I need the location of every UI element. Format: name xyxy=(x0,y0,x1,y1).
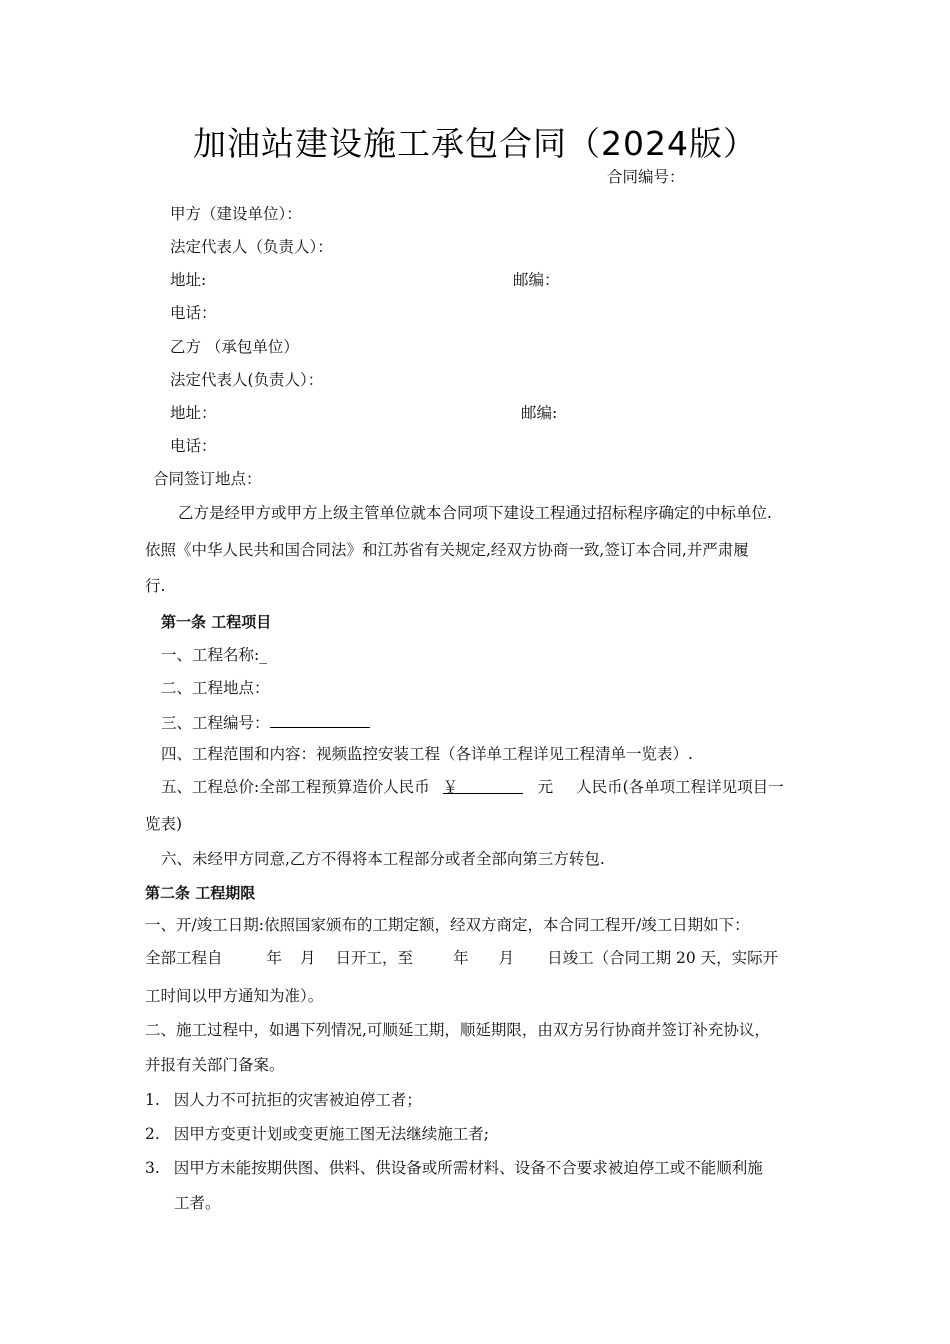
project-price-suffix: 人民币(各单项工程详见项目一 xyxy=(576,778,784,796)
project-price-continuation: 览表) xyxy=(145,815,183,833)
schedule-dates-line xyxy=(145,948,778,968)
end-year-label: 年 xyxy=(453,949,469,967)
party-a-name-label: 甲方（建设单位）： xyxy=(170,205,302,223)
list-item-number: 3. xyxy=(145,1159,160,1177)
list-item xyxy=(145,1158,763,1178)
article-2-heading: 第二条 工程期限 xyxy=(145,884,256,902)
party-a-postcode-label: 邮编： xyxy=(513,271,560,289)
list-item xyxy=(145,1124,489,1144)
intro-line-3: 行. xyxy=(145,577,166,595)
end-day-label: 日竣工（合同工期 20 天，实际开 xyxy=(547,949,779,967)
list-item xyxy=(145,1090,422,1110)
contract-number-label: 合同编号： xyxy=(607,168,685,186)
list-item-text: 因甲方变更计划或变更施工图无法继续施工者; xyxy=(173,1125,490,1143)
intro-line-1: 乙方是经甲方或甲方上级主管单位就本合同项下建设工程通过招标程序确定的中标单位. xyxy=(178,504,772,522)
start-day-label: 日开工，至 xyxy=(335,949,414,967)
schedule-paragraph-2-line-1: 二、施工过程中，如遇下列情况,可顺延工期，顺延期限，由双方另行协商并签订补充协议， xyxy=(145,1021,770,1039)
subcontract-item: 六、未经甲方同意,乙方不得将本工程部分或者全部向第三方转包. xyxy=(161,850,605,868)
project-price-prefix: 五、工程总价:全部工程预算造价人民币 xyxy=(161,778,430,796)
article-1-heading: 第一条 工程项目 xyxy=(161,613,272,631)
project-name-item: 一、工程名称:_ xyxy=(161,646,267,664)
signing-place-label: 合同签订地点： xyxy=(153,470,262,488)
project-price-item xyxy=(161,777,784,797)
party-a-representative-label: 法定代表人（负责人）： xyxy=(170,238,333,256)
project-price-blank xyxy=(443,777,523,794)
start-year-label: 年 xyxy=(266,949,283,967)
party-b-address-label: 地址： xyxy=(170,404,217,422)
currency-symbol: ￥ xyxy=(442,778,459,796)
party-a-phone-label: 电话： xyxy=(170,304,217,322)
contract-title: 加油站建设施工承包合同（2024版） xyxy=(193,124,757,163)
intro-line-2: 依照《中华人民共和国合同法》和江苏省有关规定,经双方协商一致,签订本合同,并严肃履 xyxy=(145,541,749,559)
project-number-item xyxy=(161,711,370,733)
project-location-item: 二、工程地点： xyxy=(161,679,270,697)
project-price-unit: 元 xyxy=(537,778,554,796)
party-b-representative-label: 法定代表人(负责人）： xyxy=(170,371,324,389)
end-month-label: 月 xyxy=(498,949,515,967)
project-number-blank xyxy=(270,711,370,728)
list-item-text: 因甲方未能按期供图、供料、供设备或所需材料、设备不合要求被迫停工或不能顺利施 xyxy=(173,1159,763,1177)
list-item-number: 2. xyxy=(145,1125,160,1143)
party-b-postcode-label: 邮编: xyxy=(521,404,558,422)
project-number-label: 三、工程编号： xyxy=(161,714,270,732)
schedule-paragraph-1-cont: 工时间以甲方通知为准）。 xyxy=(145,987,324,1005)
schedule-paragraph-2-line-2: 并报有关部门备案。 xyxy=(145,1056,285,1074)
list-item-text: 因人力不可抗拒的灾害被迫停工者； xyxy=(173,1091,422,1109)
schedule-paragraph-1: 一、开/竣工日期:依照国家颁布的工期定额，经双方商定，本合同工程开/竣工日期如下： xyxy=(145,916,750,934)
party-a-address-label: 地址: xyxy=(170,271,207,289)
project-scope-item: 四、工程范围和内容：视频监控安装工程（各详单工程详见工程清单一览表）. xyxy=(161,745,693,763)
party-b-phone-label: 电话： xyxy=(170,437,217,455)
list-item-continuation: 工者。 xyxy=(174,1194,221,1212)
start-month-label: 月 xyxy=(300,949,316,967)
list-item-number: 1. xyxy=(145,1091,160,1109)
party-b-name-label: 乙方 （承包单位） xyxy=(170,338,299,356)
schedule-start-label: 全部工程自 xyxy=(145,949,223,967)
